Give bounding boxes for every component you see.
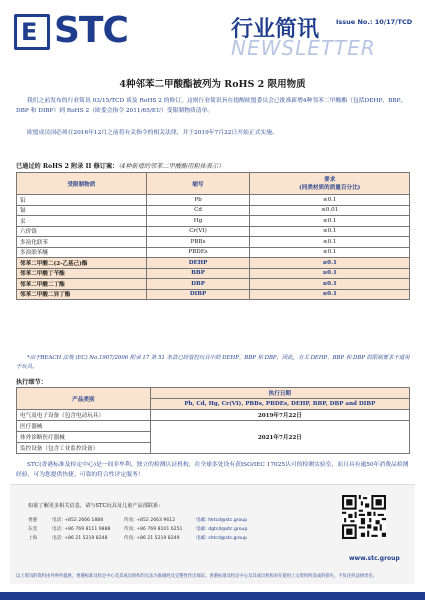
deadline-paragraph: 欧盟成员国必须在2016年12月之前将有关指令的相关法律，并于2019年7月22日开始正式实施。 — [27, 130, 278, 136]
abbreviation-cell: BBP — [146, 268, 250, 279]
category-cell: 体外诊断医疗器械 — [17, 432, 151, 443]
table-row — [17, 205, 410, 216]
date-cell: 2021年7月22日 — [150, 421, 409, 454]
newsletter-title-cn: 行业简讯 — [231, 17, 320, 42]
table-row — [17, 216, 410, 227]
table-row — [17, 279, 410, 290]
table-row — [17, 247, 410, 258]
substance-cell: 邻苯二甲酸丁苄酯 — [17, 268, 147, 279]
requirement-cell: ≤0.1 — [250, 258, 410, 269]
restricted-substances-table — [16, 172, 410, 300]
requirement-cell: ≤0.1 — [250, 216, 410, 227]
table-row — [17, 258, 410, 269]
abbreviation-cell: Hg — [146, 216, 250, 227]
requirement-cell: ≤0.1 — [250, 268, 410, 279]
disclaimer: 以上资讯的资料由外界所提供，香港标准及检定中心及其成员机构均无法为准确性及完整性作出保证。香港标准及检定中心及其成员机构对在使用上文资料所造成的损失，不负任何法律责任。 — [16, 574, 377, 579]
requirement-cell: ≤0.1 — [250, 226, 410, 237]
category-cell: 电气及电子设备（包含电动玩具） — [17, 410, 151, 421]
email-link[interactable]: 电邮: dgtcd@stc.group — [196, 527, 248, 532]
category-cell: 监控设备（包含工业监控设备） — [17, 443, 151, 454]
implementation-table — [16, 387, 410, 454]
header-product-category: 产品类别 — [17, 388, 151, 410]
table1-label: 已通过的 RoHS 2 附录 II 修订案：（4种新增的邻苯二甲酸酯用粗体表示） — [16, 163, 225, 170]
contact-footer: 如欲了解更多相关信息，请与STC玩具及儿童产品部联系： 香港 电话: +852 2666 1888 传真: +852 2663 9612 电邮: hktcd@stc.group 东莞 电话: +86 769 8111 9888 传真: +86 769 8101 6251 电邮: dgtcd@stc.group 上海 电话: +86 21 5219 8248 传真: +86 21 5219 8249 电邮: shtcd@stc.group www.stc.group — [10, 484, 415, 584]
substance-cell: 汞 — [17, 216, 147, 227]
abbreviation-cell: DBP — [146, 279, 250, 290]
substance-cell: 邻苯二甲酸二丁酯 — [17, 279, 147, 290]
substance-cell: 邻苯二甲酸二(2-乙基己)酯 — [17, 258, 147, 269]
newsletter-title-en: NEWSLETTER — [231, 36, 376, 60]
stc-logo — [14, 10, 150, 54]
reach-note: *由于REACH 法规 (EC) No.1907/2006 附录 17 第 51 条款已经管控玩具中的 DEHP、BBP 和 DBP，因此，有关 DEHP、BBP 和 DBP 的限制要求不适用于玩具。 — [16, 355, 410, 370]
issue-number: Issue No.: 10/17/TCD — [336, 18, 413, 26]
abbreviation-cell: Cd — [146, 205, 250, 216]
email-link[interactable]: 电邮: hktcd@stc.group — [196, 518, 248, 523]
stc-intro-paragraph: STC(香港标准及检定中心)是一间非牟利、独立的检测认证机构，在全球多处设有获ISO/IEC 17025认可的检测实验室，而且具有逾50年消费品检测经验，可为您提供快捷、可靠的符合性评定服务！ — [16, 462, 409, 478]
requirement-cell: ≤0.01 — [250, 205, 410, 216]
table2-label: 执行细节： — [16, 379, 47, 386]
abbreviation-cell: Cr(VI) — [146, 226, 250, 237]
table-row — [17, 237, 410, 248]
table-row — [17, 226, 410, 237]
logo-mark: E — [14, 14, 50, 50]
requirement-cell: ≤0.1 — [250, 289, 410, 300]
category-cell: 医疗器械 — [17, 421, 151, 432]
date-cell: 2019年7月22日 — [150, 410, 409, 421]
requirement-cell: ≤0.1 — [250, 195, 410, 206]
substance-cell: 六价铬 — [17, 226, 147, 237]
requirement-cell: ≤0.1 — [250, 279, 410, 290]
substance-cell: 多溴联苯醚 — [17, 247, 147, 258]
abbreviation-cell: PBDEs — [146, 247, 250, 258]
header-effective-date: 执行日期 — [150, 388, 409, 399]
requirement-cell: ≤0.1 — [250, 237, 410, 248]
header-substance: 受限制物质 — [17, 173, 147, 195]
footer-stripe — [0, 592, 425, 600]
table-row — [17, 289, 410, 300]
abbreviation-cell: PBBs — [146, 237, 250, 248]
header-abbr: 缩写 — [146, 173, 250, 195]
table-row — [17, 268, 410, 279]
abbreviation-cell: Pb — [146, 195, 250, 206]
requirement-cell: ≤0.1 — [250, 247, 410, 258]
contact-intro: 如欲了解更多相关信息，请与STC玩具及儿童产品部联系： — [28, 503, 164, 509]
table-row — [17, 195, 410, 206]
substance-cell: 铅 — [17, 195, 147, 206]
substance-cell: 邻苯二甲酸二异丁酯 — [17, 289, 147, 300]
abbreviation-cell: DIBP — [146, 289, 250, 300]
logo-text: STC — [54, 10, 128, 51]
table-row — [17, 421, 410, 432]
qr-code-icon[interactable] — [342, 495, 386, 539]
header — [14, 12, 414, 60]
article-title: 4种邻苯二甲酸酯被列为 RoHS 2 限用物质 — [119, 79, 306, 90]
table1-note: （4种新增的邻苯二甲酸酯用粗体表示） — [118, 163, 225, 170]
abbreviation-cell: DEHP — [146, 258, 250, 269]
header-substances-list: Pb, Cd, Hg, Cr(VI), PBBs, PBDEs, DEHP, BBP, DBP and DIBP — [150, 399, 409, 410]
intro-paragraph: 我们之前发布的行业简讯 03/15/TCD 谈及 RoHS 2 的修订，这则行业简讯旨在提醒欧盟委员会已批准新增4种邻苯二甲酸酯（包括DEHP、BBP、DBP 和 DIBP）到 RoHS 2（欧委会指令 2011/65/EU）受限制物质清单。 — [16, 98, 407, 114]
table-row — [17, 410, 410, 421]
substance-cell: 镉 — [17, 205, 147, 216]
email-link[interactable]: 电邮: shtcd@stc.group — [196, 536, 247, 541]
header-requirement: 要求 (同类材质的质量百分比) — [250, 173, 410, 195]
substance-cell: 多溴化联苯 — [17, 237, 147, 248]
website-link[interactable]: www.stc.group — [349, 555, 400, 562]
